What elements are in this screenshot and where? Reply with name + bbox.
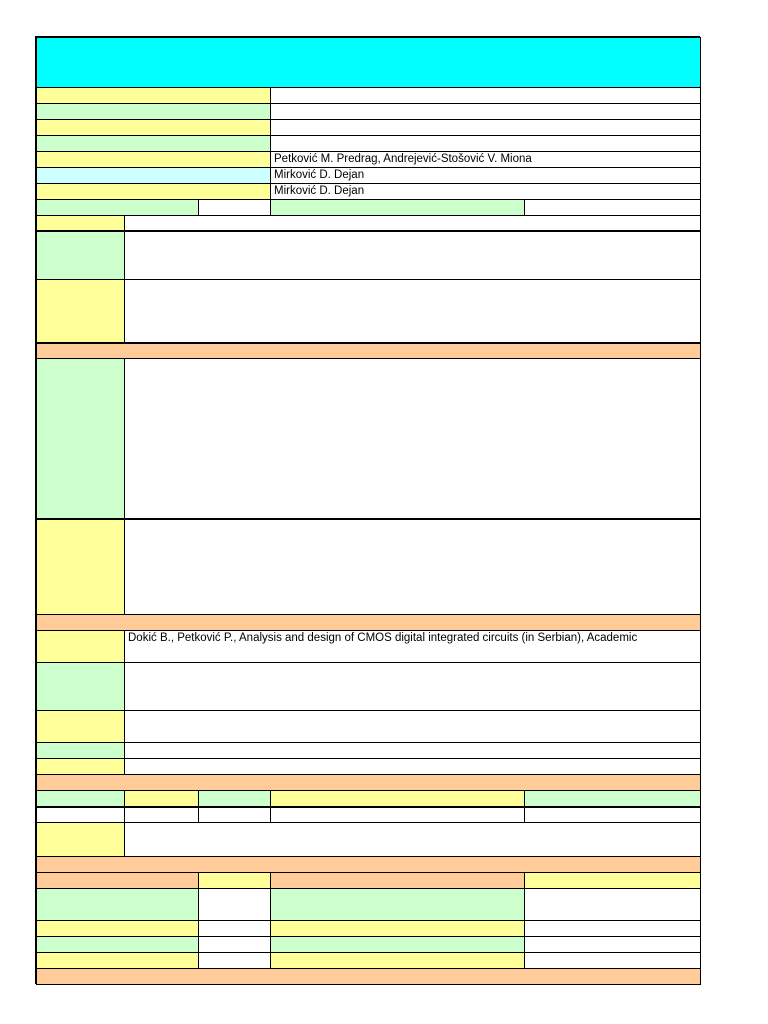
methods-value (124, 822, 701, 857)
value-cell (270, 135, 701, 152)
label-cell (36, 87, 271, 104)
hours-header (524, 790, 701, 807)
goal-label (36, 230, 125, 280)
literature-item-3 (124, 710, 701, 743)
grading-item (36, 952, 199, 969)
grading-header (270, 872, 525, 889)
outcome-value (124, 279, 701, 343)
exercises-label (36, 167, 271, 184)
grading-points (524, 920, 701, 937)
value-cell (524, 199, 701, 216)
outcome-label (36, 279, 125, 343)
hours-value (524, 806, 701, 823)
grading-item (270, 952, 525, 969)
label-cell (36, 199, 199, 216)
lecturers-label (36, 151, 271, 168)
practice-label (36, 518, 125, 615)
grading-points (524, 952, 701, 969)
header-banner (36, 37, 701, 88)
hours-header (36, 790, 125, 807)
grading-points (198, 936, 271, 953)
grading-points (198, 920, 271, 937)
section-bar (36, 774, 701, 791)
literature-label (36, 742, 125, 759)
literature-item-2 (124, 662, 701, 711)
label-cell (36, 103, 271, 120)
hours-value (270, 806, 525, 823)
hours-header (270, 790, 525, 807)
label-cell (36, 119, 271, 136)
lab-value: Mirković D. Dejan (270, 183, 701, 200)
grading-item (36, 936, 199, 953)
literature-label (36, 662, 125, 711)
grading-item (270, 888, 525, 921)
hours-value (36, 806, 125, 823)
literature-item-4 (124, 742, 701, 759)
literature-item-5 (124, 758, 701, 775)
lab-label (36, 183, 271, 200)
literature-label (36, 758, 125, 775)
hours-value (198, 806, 271, 823)
hours-header (198, 790, 271, 807)
section-bar (36, 342, 701, 359)
literature-label (36, 630, 125, 663)
value-cell (270, 119, 701, 136)
grading-points (198, 952, 271, 969)
practice-value (124, 518, 701, 615)
label-cell (36, 215, 125, 231)
grading-header (198, 872, 271, 889)
section-bar (36, 614, 701, 631)
grading-header (524, 872, 701, 889)
goal-value (124, 230, 701, 280)
section-bar (36, 856, 701, 873)
label-cell (36, 135, 271, 152)
value-cell (270, 103, 701, 120)
literature-item-1: Dokić B., Petković P., Analysis and design of CMOS digital integrated circuits (in Serbian), Academic (124, 630, 701, 663)
methods-label (36, 822, 125, 857)
value-cell (270, 87, 701, 104)
grading-header (36, 872, 199, 889)
hours-header (124, 790, 199, 807)
grading-item (270, 936, 525, 953)
value-cell (124, 215, 701, 231)
theory-label (36, 358, 125, 519)
label-cell (270, 199, 525, 216)
lecturers-value: Petković M. Predrag, Andrejević-Stošović V. Miona (270, 151, 701, 168)
grading-item (36, 920, 199, 937)
exercises-value: Mirković D. Dejan (270, 167, 701, 184)
section-bar (36, 968, 701, 985)
grading-points (198, 888, 271, 921)
value-cell (198, 199, 271, 216)
grading-points (524, 888, 701, 921)
course-sheet (35, 36, 700, 984)
grading-item (36, 888, 199, 921)
literature-label (36, 710, 125, 743)
grading-points (524, 936, 701, 953)
grading-item (270, 920, 525, 937)
hours-value (124, 806, 199, 823)
theory-value (124, 358, 701, 519)
